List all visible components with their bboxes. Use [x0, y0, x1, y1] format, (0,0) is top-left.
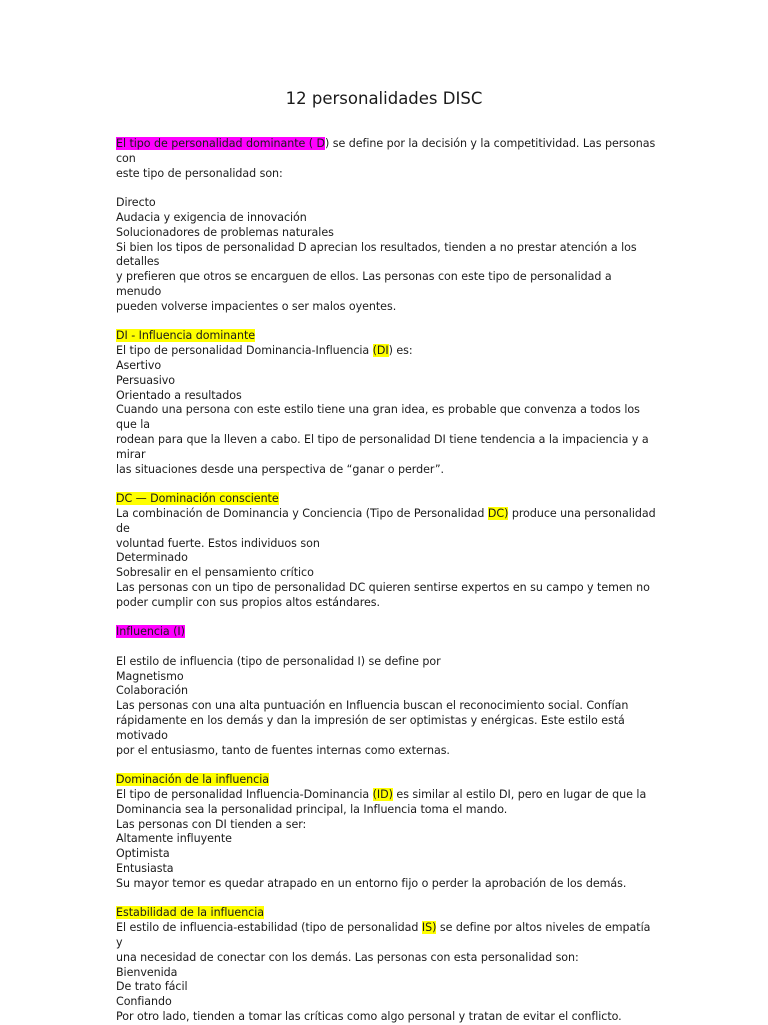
list-item: Sobresalir en el pensamiento crítico [116, 566, 314, 580]
text-line: rápidamente en los demás y dan la impresión de ser optimistas y enérgicas. Este estilo está motivado [116, 714, 625, 742]
list-item: Solucionadores de problemas naturales [116, 225, 334, 239]
text-line: y prefieren que otros se encarguen de ellos. Las personas con este tipo de personalidad a menudo [116, 270, 612, 298]
text-line: Las personas con un tipo de personalidad DC quieren sentirse expertos en su campo y temen no [116, 580, 650, 594]
text-line: una necesidad de conectar con los demás. Las personas con esta personalidad son: [116, 950, 579, 964]
highlight-yellow: (ID) [372, 788, 393, 802]
highlight-yellow: DC — Dominación consciente [116, 492, 279, 506]
text-line: Si bien los tipos de personalidad D aprecian los resultados, tienden a no prestar atención a los detalles [116, 240, 637, 269]
highlight-yellow: (DI [372, 344, 389, 358]
text-line: pueden volverse impacientes o ser malos oyentes. [116, 299, 397, 313]
text-line: las situaciones desde una perspectiva de “ganar o perder”. [116, 462, 444, 476]
highlight-yellow: Dominación de la influencia [116, 773, 269, 787]
text-line: La combinación de Dominancia y Conciencia (Tipo de Personalidad DC) produce una personalidad de [116, 506, 656, 535]
list-item: Confiando [116, 995, 172, 1009]
highlight-magenta: El tipo de personalidad dominante ( D [116, 137, 326, 150]
text-line: Las personas con DI tienden a ser: [116, 817, 307, 831]
text-line: El tipo de personalidad Influencia-Dominancia (ID) es similar al estilo DI, pero en lugar de que la [116, 788, 647, 802]
highlight-yellow: Estabilidad de la influencia [116, 906, 265, 920]
document-body [116, 137, 656, 1025]
text-line: El estilo de influencia-estabilidad (tipo de personalidad IS) se define por altos niveles de empatía y [116, 921, 651, 950]
text-line: Cuando una persona con este estilo tiene una gran idea, es probable que convenza a todos los que la [116, 403, 640, 432]
text-line: Su mayor temor es quedar atrapado en un entorno fijo o perder la aprobación de los demás. [116, 876, 627, 890]
list-item: Altamente influyente [116, 832, 232, 846]
section-heading-i [116, 625, 656, 640]
list-item: Entusiasta [116, 862, 174, 876]
section-heading-id [116, 773, 656, 788]
text-line: Por otro lado, tienden a tomar las críticas como algo personal y tratan de evitar el conflicto. [116, 1010, 622, 1024]
list-item: Directo [116, 196, 156, 210]
highlight-yellow: DC) [487, 506, 509, 520]
list-item: Audacia y exigencia de innovación [116, 210, 307, 224]
text-line: El estilo de influencia (tipo de personalidad I) se define por [116, 654, 441, 668]
page-title: 12 personalidades DISC [285, 89, 483, 108]
list-item: Asertivo [116, 358, 162, 372]
list-item: Optimista [116, 847, 170, 861]
list-item: Magnetismo [116, 669, 184, 683]
section-heading-di [116, 329, 656, 344]
text-line: Dominancia sea la personalidad principal, la Influencia toma el mando. [116, 802, 508, 816]
highlight-yellow: DI - Influencia dominante [116, 329, 256, 343]
list-item: Orientado a resultados [116, 388, 242, 402]
section-heading-dc [116, 492, 656, 507]
text-line: El tipo de personalidad Dominancia-Influencia (DI) es: [116, 344, 413, 358]
text-line: Las personas con una alta puntuación en Influencia buscan el reconocimiento social. Confían [116, 699, 629, 713]
highlight-yellow: IS) [421, 921, 437, 935]
list-item: Colaboración [116, 684, 189, 698]
text-line: rodean para que la lleven a cabo. El tipo de personalidad DI tiene tendencia a la impaciencia y a mirar [116, 432, 649, 461]
section-heading-is [116, 906, 656, 921]
text-line: poder cumplir con sus propios altos estándares. [116, 595, 380, 609]
highlight-magenta: Influencia (I) [116, 625, 185, 639]
list-item: Bienvenida [116, 965, 178, 979]
list-item: Determinado [116, 551, 188, 565]
text-line: por el entusiasmo, tanto de fuentes internas como externas. [116, 743, 450, 757]
list-item: Persuasivo [116, 373, 176, 387]
text-line: voluntad fuerte. Estos individuos son [116, 536, 320, 550]
text-line: este tipo de personalidad son: [116, 166, 283, 180]
list-item: De trato fácil [116, 980, 188, 994]
section-dominant-intro: El tipo de personalidad dominante ( D) se define por la decisión y la competitividad. Las personas con [116, 137, 656, 165]
